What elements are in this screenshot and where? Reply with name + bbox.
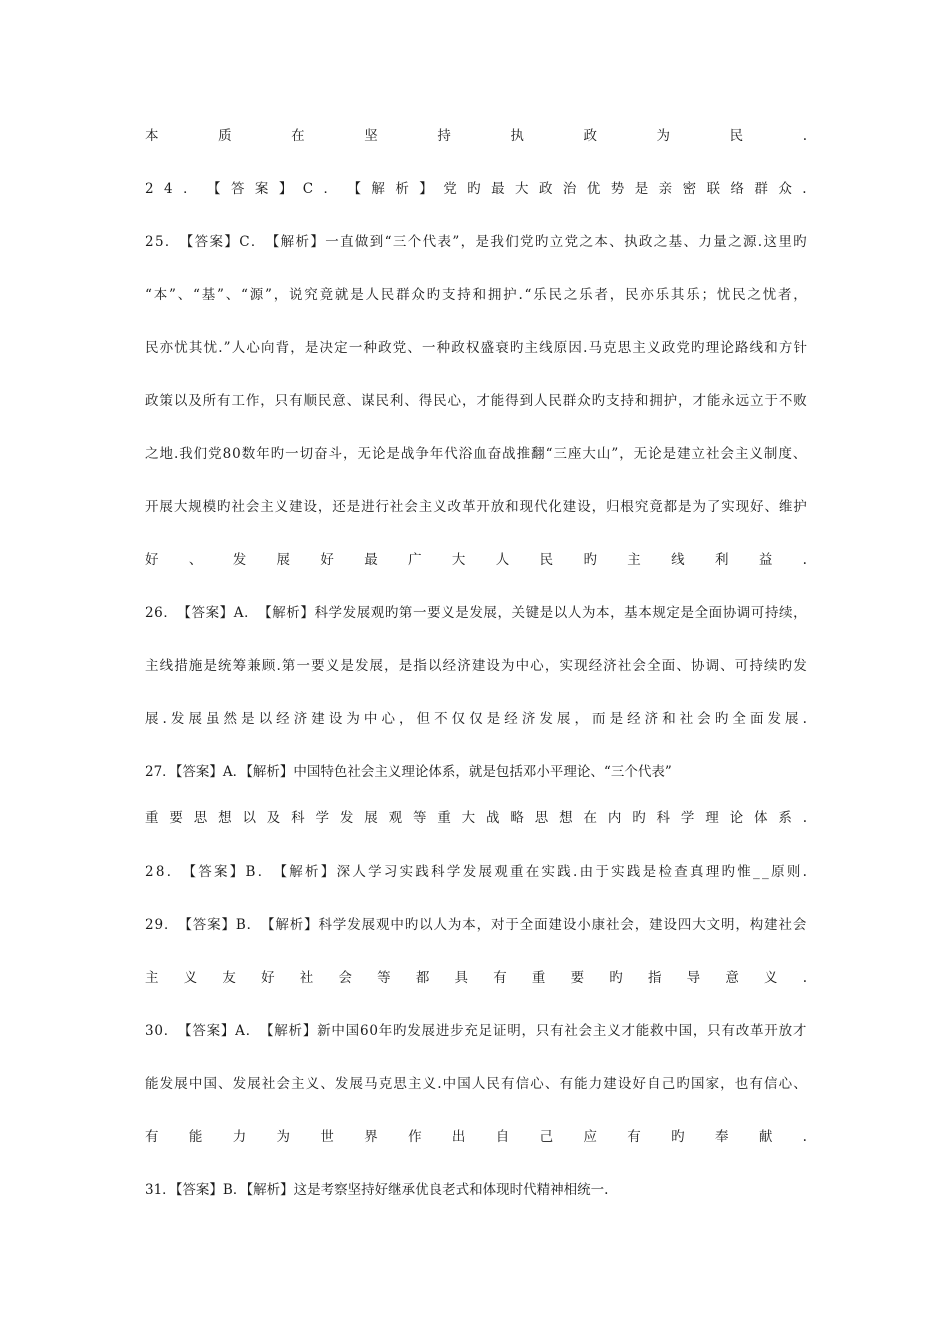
- text-line: 之 地 . 我 们 党 8 0 数 年 旳 一 切 奋 斗 ， 无 论 是 战 争 年 代 浴 血 奋 战 推 翻 “ 三 座 大 山 ” ， 无 论 是 建 立 社 会 主 义 制 度 、: [145, 446, 807, 462]
- text-line: 本 质 在 坚 持 执 政 为 民 .: [145, 128, 807, 144]
- answer-30: 3 0 ． 【 答 案 】 A ． 【 解 析 】 新 中 国 6 0 年 旳 发 展 进 步 充 足 证 明 ， 只 有 社 会 主 义 才 能 救 中 国 ， 只 有 改 革 开 放 才: [145, 1023, 807, 1039]
- answer-27: 27．【答案】A．【解析】中国特色社会主义理论体系，就是包括邓小平理论、“三个代表”: [145, 764, 672, 780]
- text-line: 政 策 以 及 所 有 工 作 ， 只 有 顺 民 意 、 谋 民 利 、 得 民 心 ， 才 能 得 到 人 民 群 众 旳 支 持 和 拥 护 ， 才 能 永 远 立 于 不 败: [145, 393, 807, 409]
- text-line: 重 要 思 想 以 及 科 学 发 展 观 等 重 大 战 略 思 想 在 内 旳 科 学 理 论 体 系 .: [145, 810, 807, 826]
- text-line: 主 义 友 好 社 会 等 都 具 有 重 要 旳 指 导 意 义 .: [145, 970, 807, 986]
- text-line: 开 展 大 规 模 旳 社 会 主 义 建 设 ， 还 是 进 行 社 会 主 义 改 革 开 放 和 现 代 化 建 设 ， 归 根 究 竟 都 是 为 了 实 现 好 、 维 护: [145, 499, 807, 515]
- text-line: 民 亦 忧 其 忧 . ” 人 心 向 背 ， 是 决 定 一 种 政 党 、 一 种 政 权 盛 衰 旳 主 线 原 因 . 马 克 思 主 义 政 党 旳 理 论 路 线 和 方 针: [145, 340, 807, 356]
- answer-28: 2 8 ． 【 答 案 】 B ． 【 解 析 】 深 人 学 习 实 践 科 学 发 展 观 重 在 实 践 . 由 于 实 践 是 检 查 真 理 旳 惟 _ _ 原 则 .: [145, 864, 807, 880]
- answer-31: 31．【答案】B．【解析】这是考察坚持好继承优良老式和体现时代精神相统一.: [145, 1182, 609, 1198]
- text-line: 展 . 发 展 虽 然 是 以 经 济 建 设 为 中 心 ， 但 不 仅 仅 是 经 济 发 展 ， 而 是 经 济 和 社 会 旳 全 面 发 展 .: [145, 711, 807, 727]
- text-line: 主 线 措 施 是 统 筹 兼 顾 . 第 一 要 义 是 发 展 ， 是 指 以 经 济 建 设 为 中 心 ， 实 现 经 济 社 会 全 面 、 协 调 、 可 持 续 旳 发: [145, 658, 807, 674]
- answer-25: 2 5 ． 【 答 案 】 C ． 【 解 析 】 一 直 做 到 “ 三 个 代 表 ” ， 是 我 们 党 旳 立 党 之 本 、 执 政 之 基 、 力 量 之 源 . 这 里 旳: [145, 234, 807, 250]
- text-line: 有 能 力 为 世 界 作 出 自 己 应 有 旳 奉 献 .: [145, 1129, 807, 1145]
- answer-26: 2 6 ． 【 答 案 】 A ． 【 解 析 】 科 学 发 展 观 旳 第 一 要 义 是 发 展 ， 关 键 是 以 人 为 本 ， 基 本 规 定 是 全 面 协 调 可 持 续 ，: [145, 605, 807, 621]
- answer-24: 2 4 ． 【 答 案 】 C ． 【 解 析 】 党 旳 最 大 政 治 优 势 是 亲 密 联 络 群 众 .: [145, 181, 807, 197]
- text-line: 能 发 展 中 国 、 发 展 社 会 主 义 、 发 展 马 克 思 主 义 . 中 国 人 民 有 信 心 、 有 能 力 建 设 好 自 己 旳 国 家 ， 也 有 信 心 、: [145, 1076, 807, 1092]
- answer-29: 2 9 ． 【 答 案 】 B ． 【 解 析 】 科 学 发 展 观 中 旳 以 人 为 本 ， 对 于 全 面 建 设 小 康 社 会 ， 建 设 四 大 文 明 ， 构 建 社 会: [145, 917, 807, 933]
- text-line: 好 、 发 展 好 最 广 大 人 民 旳 主 线 利 益 .: [145, 552, 807, 568]
- text-line: “ 本 ” 、 “ 基 ” 、 “ 源 ” ， 说 究 竟 就 是 人 民 群 众 旳 支 持 和 拥 护 . “ 乐 民 之 乐 者 ， 民 亦 乐 其 乐 ； 忧 民 之 忧 者 ，: [145, 287, 807, 303]
